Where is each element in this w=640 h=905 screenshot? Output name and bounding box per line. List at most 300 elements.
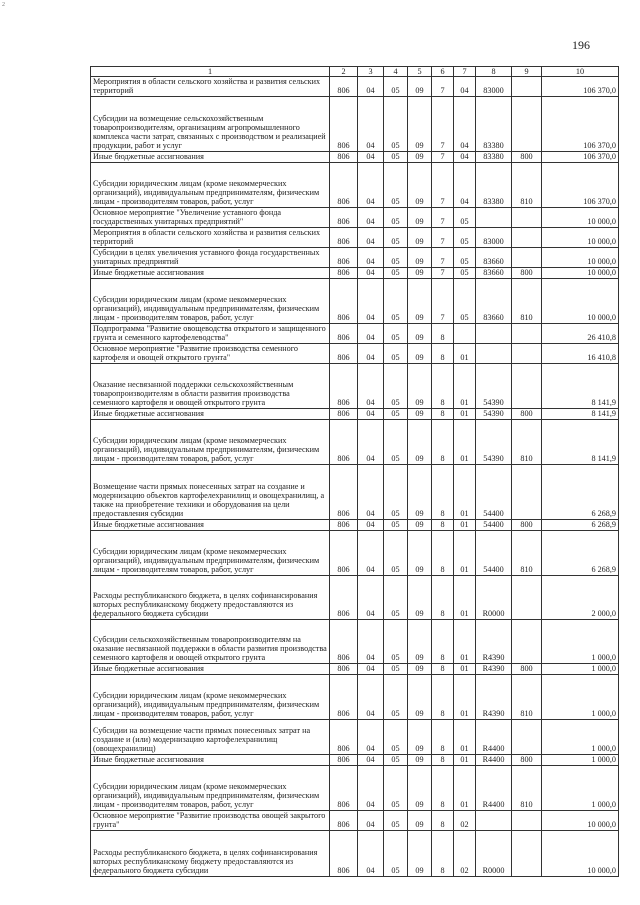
code-direction-cell: R0000	[476, 831, 512, 877]
code-section-cell: 04	[358, 420, 384, 465]
code-section-cell: 04	[358, 268, 384, 279]
item-name-cell: Иные бюджетные ассигнования	[91, 664, 330, 675]
item-name-cell: Субсидии юридическим лицам (кроме некоммерческих организаций), индивидуальным предпринимателям, физическим лицам - производителям товаров, работ, услуг	[91, 420, 330, 465]
code-subprogram-cell: 8	[432, 755, 454, 766]
code-subsection-cell: 05	[384, 163, 408, 208]
amount-cell: 6 268,9	[542, 520, 619, 531]
code-section-cell: 04	[358, 755, 384, 766]
code-admin-cell: 806	[330, 664, 358, 675]
table-row	[91, 324, 619, 344]
code-admin-cell: 806	[330, 755, 358, 766]
code-subprogram-cell: 7	[432, 268, 454, 279]
code-subsection-cell: 05	[384, 152, 408, 163]
table-row	[91, 766, 619, 811]
code-section-cell: 04	[358, 831, 384, 877]
code-subsection-cell: 05	[384, 755, 408, 766]
table-row	[91, 664, 619, 675]
header-cell: 8	[476, 67, 512, 77]
code-section-cell: 04	[358, 620, 384, 664]
code-subsection-cell: 05	[384, 576, 408, 620]
item-name-cell: Подпрограмма "Развитие овощеводства открытого и защищенного грунта и семенного картофелеводства"	[91, 324, 330, 344]
item-name-cell: Мероприятия в области сельского хозяйства и развития сельских территорий	[91, 77, 330, 97]
amount-cell: 26 410,8	[542, 324, 619, 344]
code-subprogram-cell: 7	[432, 248, 454, 268]
amount-cell: 106 370,0	[542, 152, 619, 163]
code-program-cell: 09	[408, 831, 432, 877]
code-direction-cell: R0000	[476, 576, 512, 620]
amount-cell: 106 370,0	[542, 163, 619, 208]
code-admin-cell: 806	[330, 811, 358, 831]
code-admin-cell: 806	[330, 364, 358, 409]
code-program-cell: 09	[408, 228, 432, 248]
header-cell: 4	[384, 67, 408, 77]
table-row	[91, 675, 619, 720]
code-subprogram-cell: 7	[432, 228, 454, 248]
table-row	[91, 248, 619, 268]
code-expense-type-cell	[512, 324, 542, 344]
code-program-cell: 09	[408, 576, 432, 620]
code-event-cell: 02	[454, 811, 476, 831]
code-admin-cell: 806	[330, 576, 358, 620]
code-event-cell: 01	[454, 755, 476, 766]
code-subprogram-cell: 8	[432, 409, 454, 420]
code-event-cell: 01	[454, 465, 476, 520]
code-direction-cell: R4400	[476, 766, 512, 811]
code-subprogram-cell: 8	[432, 344, 454, 364]
code-direction-cell: R4400	[476, 720, 512, 755]
code-section-cell: 04	[358, 97, 384, 152]
code-subprogram-cell: 7	[432, 152, 454, 163]
table-row	[91, 755, 619, 766]
code-expense-type-cell: 800	[512, 520, 542, 531]
code-program-cell: 09	[408, 208, 432, 228]
code-section-cell: 04	[358, 766, 384, 811]
amount-cell: 1 000,0	[542, 675, 619, 720]
code-program-cell: 09	[408, 620, 432, 664]
code-expense-type-cell	[512, 831, 542, 877]
amount-cell: 10 000,0	[542, 279, 619, 324]
code-program-cell: 09	[408, 720, 432, 755]
code-subprogram-cell: 7	[432, 279, 454, 324]
code-direction-cell: 83380	[476, 152, 512, 163]
amount-cell: 10 000,0	[542, 268, 619, 279]
code-program-cell: 09	[408, 675, 432, 720]
code-section-cell: 04	[358, 364, 384, 409]
code-direction-cell: 83380	[476, 97, 512, 152]
code-direction-cell: 83000	[476, 77, 512, 97]
table-row	[91, 576, 619, 620]
code-admin-cell: 806	[330, 152, 358, 163]
amount-cell: 10 000,0	[542, 228, 619, 248]
code-event-cell: 01	[454, 675, 476, 720]
code-subsection-cell: 05	[384, 675, 408, 720]
code-admin-cell: 806	[330, 97, 358, 152]
code-admin-cell: 806	[330, 531, 358, 576]
code-direction-cell: 83660	[476, 268, 512, 279]
code-subprogram-cell: 8	[432, 831, 454, 877]
code-direction-cell	[476, 324, 512, 344]
code-section-cell: 04	[358, 409, 384, 420]
header-cell: 6	[432, 67, 454, 77]
item-name-cell: Оказание несвязанной поддержки сельскохозяйственным товаропроизводителям в области развития производства семенного картофеля и овощей открытого грунта	[91, 364, 330, 409]
amount-cell: 1 000,0	[542, 755, 619, 766]
table-row	[91, 620, 619, 664]
table-row	[91, 531, 619, 576]
header-cell: 3	[358, 67, 384, 77]
code-subprogram-cell: 8	[432, 675, 454, 720]
code-admin-cell: 806	[330, 228, 358, 248]
code-subprogram-cell: 8	[432, 465, 454, 520]
code-expense-type-cell	[512, 620, 542, 664]
code-subsection-cell: 05	[384, 664, 408, 675]
table-row	[91, 344, 619, 364]
item-name-cell: Основное мероприятие "Увеличение уставного фонда государственных унитарных предприятий"	[91, 208, 330, 228]
code-event-cell: 05	[454, 279, 476, 324]
code-admin-cell: 806	[330, 675, 358, 720]
code-section-cell: 04	[358, 344, 384, 364]
code-direction-cell: 83660	[476, 248, 512, 268]
code-program-cell: 09	[408, 766, 432, 811]
code-event-cell: 01	[454, 520, 476, 531]
code-subsection-cell: 05	[384, 720, 408, 755]
code-admin-cell: 806	[330, 420, 358, 465]
code-program-cell: 09	[408, 77, 432, 97]
code-event-cell: 05	[454, 208, 476, 228]
amount-cell: 8 141,9	[542, 364, 619, 409]
item-name-cell: Иные бюджетные ассигнования	[91, 268, 330, 279]
code-subsection-cell: 05	[384, 324, 408, 344]
code-expense-type-cell	[512, 228, 542, 248]
code-event-cell: 04	[454, 163, 476, 208]
code-subprogram-cell: 8	[432, 766, 454, 811]
code-subsection-cell: 05	[384, 420, 408, 465]
item-name-cell: Субсидии сельскохозяйственным товаропроизводителям на оказание несвязанной поддержки в области развития производства семенного картофеля и овощей открытого грунта	[91, 620, 330, 664]
code-program-cell: 09	[408, 97, 432, 152]
item-name-cell: Субсидии в целях увеличения уставного фонда государственных унитарных предприятий	[91, 248, 330, 268]
code-program-cell: 09	[408, 324, 432, 344]
code-admin-cell: 806	[330, 268, 358, 279]
amount-cell: 2 000,0	[542, 576, 619, 620]
code-event-cell: 01	[454, 531, 476, 576]
code-section-cell: 04	[358, 77, 384, 97]
code-event-cell: 01	[454, 364, 476, 409]
code-subsection-cell: 05	[384, 831, 408, 877]
code-expense-type-cell: 800	[512, 755, 542, 766]
code-admin-cell: 806	[330, 279, 358, 324]
header-cell: 1	[91, 67, 330, 77]
code-subsection-cell: 05	[384, 766, 408, 811]
code-program-cell: 09	[408, 268, 432, 279]
code-event-cell: 01	[454, 420, 476, 465]
table-row	[91, 228, 619, 248]
corner-mark: 2	[2, 2, 5, 8]
code-direction-cell: R4390	[476, 664, 512, 675]
code-expense-type-cell: 810	[512, 531, 542, 576]
code-expense-type-cell: 810	[512, 420, 542, 465]
code-event-cell: 02	[454, 831, 476, 877]
code-subprogram-cell: 8	[432, 364, 454, 409]
code-subprogram-cell: 8	[432, 811, 454, 831]
code-event-cell: 01	[454, 409, 476, 420]
item-name-cell: Иные бюджетные ассигнования	[91, 409, 330, 420]
budget-table	[90, 66, 619, 877]
code-event-cell: 04	[454, 77, 476, 97]
code-subsection-cell: 05	[384, 208, 408, 228]
code-subsection-cell: 05	[384, 97, 408, 152]
code-program-cell: 09	[408, 152, 432, 163]
item-name-cell: Расходы республиканского бюджета, в целях софинансирования которых республиканскому бюджету предоставляются из федерального бюджета субсидии	[91, 576, 330, 620]
code-program-cell: 09	[408, 811, 432, 831]
code-program-cell: 09	[408, 520, 432, 531]
item-name-cell: Субсидии юридическим лицам (кроме некоммерческих организаций), индивидуальным предпринимателям, физическим лицам - производителям товаров, работ, услуг	[91, 531, 330, 576]
code-event-cell: 01	[454, 576, 476, 620]
code-direction-cell: 54390	[476, 364, 512, 409]
amount-cell: 10 000,0	[542, 831, 619, 877]
code-program-cell: 09	[408, 420, 432, 465]
item-name-cell: Мероприятия в области сельского хозяйства и развития сельских территорий	[91, 228, 330, 248]
code-section-cell: 04	[358, 208, 384, 228]
amount-cell: 6 268,9	[542, 465, 619, 520]
code-admin-cell: 806	[330, 409, 358, 420]
code-event-cell: 01	[454, 620, 476, 664]
code-program-cell: 09	[408, 465, 432, 520]
code-direction-cell: R4390	[476, 620, 512, 664]
code-subprogram-cell: 8	[432, 664, 454, 675]
table-row	[91, 77, 619, 97]
code-expense-type-cell	[512, 248, 542, 268]
code-expense-type-cell: 810	[512, 675, 542, 720]
amount-cell: 106 370,0	[542, 97, 619, 152]
code-event-cell	[454, 324, 476, 344]
code-admin-cell: 806	[330, 520, 358, 531]
code-expense-type-cell: 810	[512, 163, 542, 208]
code-section-cell: 04	[358, 531, 384, 576]
code-expense-type-cell	[512, 208, 542, 228]
header-cell: 5	[408, 67, 432, 77]
code-subprogram-cell: 8	[432, 324, 454, 344]
table-row	[91, 409, 619, 420]
code-direction-cell: 54400	[476, 531, 512, 576]
code-subprogram-cell: 8	[432, 720, 454, 755]
code-expense-type-cell	[512, 344, 542, 364]
code-section-cell: 04	[358, 163, 384, 208]
header-cell: 10	[542, 67, 619, 77]
code-subsection-cell: 05	[384, 248, 408, 268]
code-section-cell: 04	[358, 324, 384, 344]
code-section-cell: 04	[358, 248, 384, 268]
code-event-cell: 05	[454, 268, 476, 279]
code-subprogram-cell: 8	[432, 620, 454, 664]
code-expense-type-cell: 800	[512, 152, 542, 163]
table-row	[91, 720, 619, 755]
table-row	[91, 420, 619, 465]
code-direction-cell	[476, 811, 512, 831]
code-program-cell: 09	[408, 163, 432, 208]
code-direction-cell: 54390	[476, 420, 512, 465]
code-section-cell: 04	[358, 664, 384, 675]
code-subprogram-cell: 8	[432, 520, 454, 531]
code-program-cell: 09	[408, 664, 432, 675]
code-section-cell: 04	[358, 228, 384, 248]
code-expense-type-cell	[512, 465, 542, 520]
code-subsection-cell: 05	[384, 409, 408, 420]
code-subsection-cell: 05	[384, 620, 408, 664]
amount-cell: 1 000,0	[542, 766, 619, 811]
item-name-cell: Субсидии юридическим лицам (кроме некоммерческих организаций), индивидуальным предпринимателям, физическим лицам - производителям товаров, работ, услуг	[91, 766, 330, 811]
code-direction-cell	[476, 344, 512, 364]
code-admin-cell: 806	[330, 344, 358, 364]
code-admin-cell: 806	[330, 163, 358, 208]
code-section-cell: 04	[358, 576, 384, 620]
item-name-cell: Иные бюджетные ассигнования	[91, 152, 330, 163]
code-subprogram-cell: 8	[432, 420, 454, 465]
code-subprogram-cell: 7	[432, 77, 454, 97]
table-row	[91, 364, 619, 409]
code-program-cell: 09	[408, 248, 432, 268]
amount-cell: 10 000,0	[542, 248, 619, 268]
table-header-row	[91, 67, 619, 77]
code-admin-cell: 806	[330, 324, 358, 344]
code-program-cell: 09	[408, 279, 432, 324]
code-expense-type-cell	[512, 720, 542, 755]
code-subsection-cell: 05	[384, 811, 408, 831]
code-section-cell: 04	[358, 720, 384, 755]
item-name-cell: Субсидии юридическим лицам (кроме некоммерческих организаций), индивидуальным предпринимателям, физическим лицам - производителям товаров, работ, услуг	[91, 163, 330, 208]
amount-cell: 8 141,9	[542, 409, 619, 420]
table-row	[91, 811, 619, 831]
amount-cell: 10 000,0	[542, 811, 619, 831]
code-admin-cell: 806	[330, 620, 358, 664]
code-admin-cell: 806	[330, 831, 358, 877]
page-number: 196	[572, 38, 590, 52]
code-event-cell: 01	[454, 766, 476, 811]
amount-cell: 6 268,9	[542, 531, 619, 576]
header-cell: 7	[454, 67, 476, 77]
item-name-cell: Субсидии юридическим лицам (кроме некоммерческих организаций), индивидуальным предпринимателям, физическим лицам - производителям товаров, работ, услуг	[91, 279, 330, 324]
code-subsection-cell: 05	[384, 520, 408, 531]
code-direction-cell: 83000	[476, 228, 512, 248]
code-direction-cell: R4400	[476, 755, 512, 766]
code-expense-type-cell	[512, 364, 542, 409]
item-name-cell: Возмещение части прямых понесенных затрат на создание и модернизацию объектов картофелехранилищ и овощехранилищ, а также на приобретение техники и оборудования на цели предоставления субсидии	[91, 465, 330, 520]
code-subsection-cell: 05	[384, 228, 408, 248]
code-program-cell: 09	[408, 364, 432, 409]
code-event-cell: 01	[454, 720, 476, 755]
code-event-cell: 01	[454, 344, 476, 364]
code-direction-cell: R4390	[476, 675, 512, 720]
code-expense-type-cell: 800	[512, 664, 542, 675]
code-section-cell: 04	[358, 279, 384, 324]
code-subsection-cell: 05	[384, 268, 408, 279]
header-cell: 9	[512, 67, 542, 77]
table-row	[91, 163, 619, 208]
item-name-cell: Основное мероприятие "Развитие производства овощей закрытого грунта"	[91, 811, 330, 831]
code-program-cell: 09	[408, 755, 432, 766]
code-expense-type-cell	[512, 811, 542, 831]
code-section-cell: 04	[358, 811, 384, 831]
code-subprogram-cell: 8	[432, 531, 454, 576]
table-row	[91, 152, 619, 163]
item-name-cell: Иные бюджетные ассигнования	[91, 755, 330, 766]
code-expense-type-cell	[512, 97, 542, 152]
header-cell: 2	[330, 67, 358, 77]
code-section-cell: 04	[358, 520, 384, 531]
amount-cell: 1 000,0	[542, 720, 619, 755]
code-expense-type-cell: 810	[512, 766, 542, 811]
item-name-cell: Иные бюджетные ассигнования	[91, 520, 330, 531]
code-event-cell: 05	[454, 228, 476, 248]
code-direction-cell: 83380	[476, 163, 512, 208]
table-row	[91, 831, 619, 877]
item-name-cell: Основное мероприятие "Развитие производства семенного картофеля и овощей открытого грунта"	[91, 344, 330, 364]
code-expense-type-cell: 810	[512, 279, 542, 324]
amount-cell: 10 000,0	[542, 208, 619, 228]
code-subsection-cell: 05	[384, 344, 408, 364]
table-row	[91, 279, 619, 324]
code-section-cell: 04	[358, 465, 384, 520]
code-subsection-cell: 05	[384, 77, 408, 97]
table-row	[91, 208, 619, 228]
code-event-cell: 01	[454, 664, 476, 675]
item-name-cell: Субсидии юридическим лицам (кроме некоммерческих организаций), индивидуальным предпринимателям, физическим лицам - производителям товаров, работ, услуг	[91, 675, 330, 720]
code-subsection-cell: 05	[384, 279, 408, 324]
amount-cell: 1 000,0	[542, 620, 619, 664]
item-name-cell: Расходы республиканского бюджета, в целях софинансирования которых республиканскому бюджету предоставляются из федерального бюджета субсидии	[91, 831, 330, 877]
code-admin-cell: 806	[330, 248, 358, 268]
code-subprogram-cell: 7	[432, 163, 454, 208]
code-direction-cell: 54400	[476, 520, 512, 531]
amount-cell: 1 000,0	[542, 664, 619, 675]
code-section-cell: 04	[358, 675, 384, 720]
code-subprogram-cell: 7	[432, 97, 454, 152]
code-admin-cell: 806	[330, 465, 358, 520]
amount-cell: 106 370,0	[542, 77, 619, 97]
code-subsection-cell: 05	[384, 465, 408, 520]
table-row	[91, 268, 619, 279]
code-direction-cell: 54390	[476, 409, 512, 420]
code-admin-cell: 806	[330, 720, 358, 755]
code-subprogram-cell: 7	[432, 208, 454, 228]
code-program-cell: 09	[408, 409, 432, 420]
table-row	[91, 520, 619, 531]
code-expense-type-cell: 800	[512, 268, 542, 279]
code-event-cell: 04	[454, 152, 476, 163]
code-program-cell: 09	[408, 531, 432, 576]
item-name-cell: Субсидии на возмещение части прямых понесенных затрат на создание и (или) модернизацию картофелехранилищ (овощехранилищ)	[91, 720, 330, 755]
code-subsection-cell: 05	[384, 364, 408, 409]
code-event-cell: 04	[454, 97, 476, 152]
item-name-cell: Субсидии на возмещение сельскохозяйственным товаропроизводителям, организациям агропромышленного комплекса части затрат, связанных с производством и реализацией продукции, работ и услуг	[91, 97, 330, 152]
code-direction-cell: 83660	[476, 279, 512, 324]
code-expense-type-cell	[512, 576, 542, 620]
code-admin-cell: 806	[330, 208, 358, 228]
code-direction-cell	[476, 208, 512, 228]
code-subprogram-cell: 8	[432, 576, 454, 620]
amount-cell: 8 141,9	[542, 420, 619, 465]
code-program-cell: 09	[408, 344, 432, 364]
code-expense-type-cell	[512, 77, 542, 97]
amount-cell: 16 410,8	[542, 344, 619, 364]
code-subsection-cell: 05	[384, 531, 408, 576]
table-row	[91, 465, 619, 520]
code-direction-cell: 54400	[476, 465, 512, 520]
code-admin-cell: 806	[330, 766, 358, 811]
table-row	[91, 97, 619, 152]
code-section-cell: 04	[358, 152, 384, 163]
code-expense-type-cell: 800	[512, 409, 542, 420]
code-admin-cell: 806	[330, 77, 358, 97]
code-event-cell: 05	[454, 248, 476, 268]
